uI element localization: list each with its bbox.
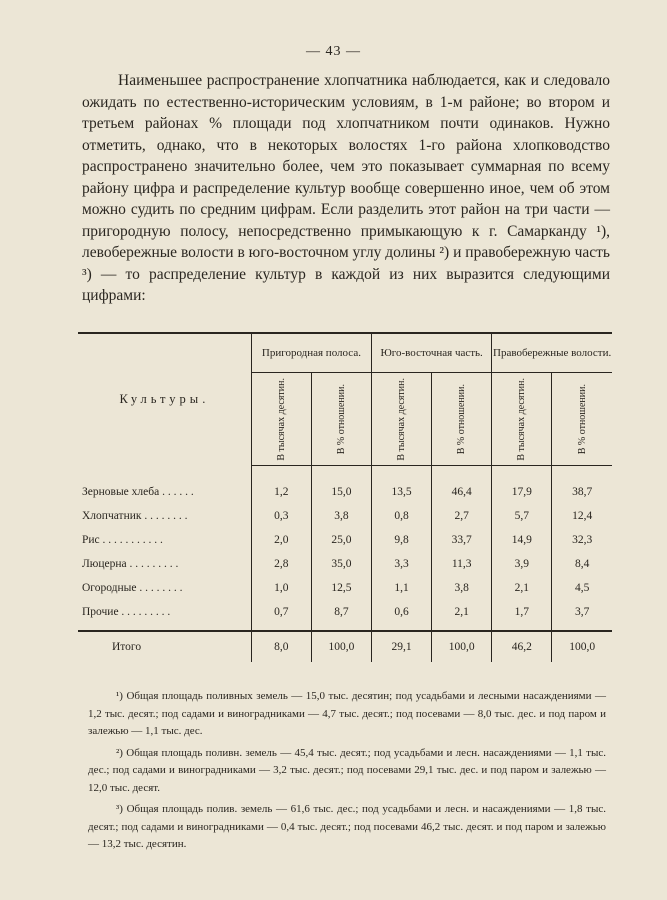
footnote-3: ³) Общая площадь полив. земель — 61,6 тыс. дес.; под усадьбами и лесн. и насаждениями — 1,8 тыс. десят.; под садами и виноградниками — 0,4 тыс. десят.; под посевами 46,2 тыс. десят. и под паром и залежью — 13,2 тыс. десятин. bbox=[88, 803, 606, 850]
subheader-thousands: В тысячах десятин. bbox=[492, 373, 552, 466]
subheader-percent: В % отношении. bbox=[552, 373, 612, 466]
total-cell: 8,0 bbox=[251, 631, 311, 662]
subheader-percent: В % отношении. bbox=[311, 373, 371, 466]
table-cell: 25,0 bbox=[311, 528, 371, 552]
table-row bbox=[78, 466, 612, 505]
table-cell: 0,3 bbox=[251, 504, 311, 528]
table-cell: 15,0 bbox=[311, 466, 371, 505]
table-cell: 8,4 bbox=[552, 552, 612, 576]
table-cell: 11,3 bbox=[432, 552, 492, 576]
table-cell: 3,8 bbox=[432, 576, 492, 600]
table-cell: 17,9 bbox=[492, 466, 552, 505]
table-cell: 32,3 bbox=[552, 528, 612, 552]
table-cell: 0,8 bbox=[372, 504, 432, 528]
table-row bbox=[78, 552, 612, 576]
table-cell: 1,2 bbox=[251, 466, 311, 505]
table-cell: 1,7 bbox=[492, 600, 552, 631]
table-cell: 2,0 bbox=[251, 528, 311, 552]
table-cell: 0,6 bbox=[372, 600, 432, 631]
total-cell: 29,1 bbox=[372, 631, 432, 662]
paragraph-text: Наименьшее распространение хлопчатника наблюдается, как и следовало ожидать по естественно-историческим условиям, в 1-м районе; во втором и третьем районах % площади под хлопчатником почти одинаков. Нужно отметить, однако, что в некоторых волостях 1-го района хлопководство распространено значительно более, чем это показывает суммарная по всему району цифра и распределение культур вообще совершенно иное, чем об этом можно судить по средним цифрам. Если разделить этот район на три части — пригородную полосу, непосредственно примыкающую к г. Самарканду ¹), левобережные волости в юго-восточном углу долины ²) и правобережную часть ³) — то распределение культур в каждой из них выразится следующими цифрами: bbox=[82, 72, 610, 304]
table-cell: 12,5 bbox=[311, 576, 371, 600]
row-label: Люцерна . . . . . . . . . bbox=[82, 558, 179, 570]
table-cell: 0,7 bbox=[251, 600, 311, 631]
table-cell: 5,7 bbox=[492, 504, 552, 528]
table-row bbox=[78, 528, 612, 552]
table-cell: 46,4 bbox=[432, 466, 492, 505]
crop-distribution-table bbox=[78, 332, 612, 662]
footnote-2: ²) Общая площадь поливн. земель — 45,4 тыс. десят.; под усадьбами и лесн. насаждениями — 1,1 тыс. дес.; под садами и виноградниками — 3,2 тыс. десят.; под посевами 29,1 тыс. дес. и под паром и залежью — 12,0 тыс. десят. bbox=[88, 746, 606, 794]
total-row bbox=[78, 631, 612, 662]
table-cell: 12,4 bbox=[552, 504, 612, 528]
row-label: Рис . . . . . . . . . . . bbox=[82, 534, 163, 546]
page-number: — 43 — bbox=[306, 44, 361, 59]
row-label: Хлопчатник . . . . . . . . bbox=[82, 510, 188, 522]
table-cell: 2,1 bbox=[492, 576, 552, 600]
total-cell: 46,2 bbox=[492, 631, 552, 662]
footnotes bbox=[88, 688, 606, 858]
table-cell: 14,9 bbox=[492, 528, 552, 552]
table-cell: 4,5 bbox=[552, 576, 612, 600]
table-cell: 3,9 bbox=[492, 552, 552, 576]
subheader-thousands: В тысячах десятин. bbox=[251, 373, 311, 466]
body-paragraph bbox=[82, 70, 610, 307]
table-cell: 35,0 bbox=[311, 552, 371, 576]
table-cell: 8,7 bbox=[311, 600, 371, 631]
group-header-southeast: Юго-восточная часть. bbox=[372, 333, 492, 373]
table-cell: 3,7 bbox=[552, 600, 612, 631]
subheader-thousands: В тысячах десятин. bbox=[372, 373, 432, 466]
row-label: Прочие . . . . . . . . . bbox=[82, 606, 171, 618]
table-cell: 2,8 bbox=[251, 552, 311, 576]
table-cell: 1,0 bbox=[251, 576, 311, 600]
subheader-percent: В % отношении. bbox=[432, 373, 492, 466]
group-header-suburban: Пригородная полоса. bbox=[251, 333, 371, 373]
total-cell: 100,0 bbox=[311, 631, 371, 662]
table-cell: 38,7 bbox=[552, 466, 612, 505]
table-row bbox=[78, 504, 612, 528]
row-label: Зерновые хлеба . . . . . . bbox=[82, 485, 194, 498]
total-label: Итого bbox=[78, 631, 251, 662]
table-cell: 1,1 bbox=[372, 576, 432, 600]
total-cell: 100,0 bbox=[552, 631, 612, 662]
table-cell: 9,8 bbox=[372, 528, 432, 552]
table-cell: 2,7 bbox=[432, 504, 492, 528]
table-cell: 33,7 bbox=[432, 528, 492, 552]
table-cell: 13,5 bbox=[372, 466, 432, 505]
table-row bbox=[78, 600, 612, 631]
total-cell: 100,0 bbox=[432, 631, 492, 662]
row-label: Огородные . . . . . . . . bbox=[82, 582, 183, 594]
table-row bbox=[78, 576, 612, 600]
group-header-rightbank: Правобережные волости. bbox=[492, 333, 612, 373]
table-cell: 2,1 bbox=[432, 600, 492, 631]
table-cell: 3,8 bbox=[311, 504, 371, 528]
footnote-1: ¹) Общая площадь поливных земель — 15,0 тыс. десятин; под усадьбами и лесными насаждениями — 1,2 тыс. десят.; под садами и виноградниками — 4,7 тыс. десят.; под посевами — 8,0 тыс. дес. и под паром и залежью — 1,1 тыс. дес. bbox=[88, 690, 606, 737]
culture-column-header: Культуры. bbox=[78, 333, 251, 466]
table-cell: 3,3 bbox=[372, 552, 432, 576]
